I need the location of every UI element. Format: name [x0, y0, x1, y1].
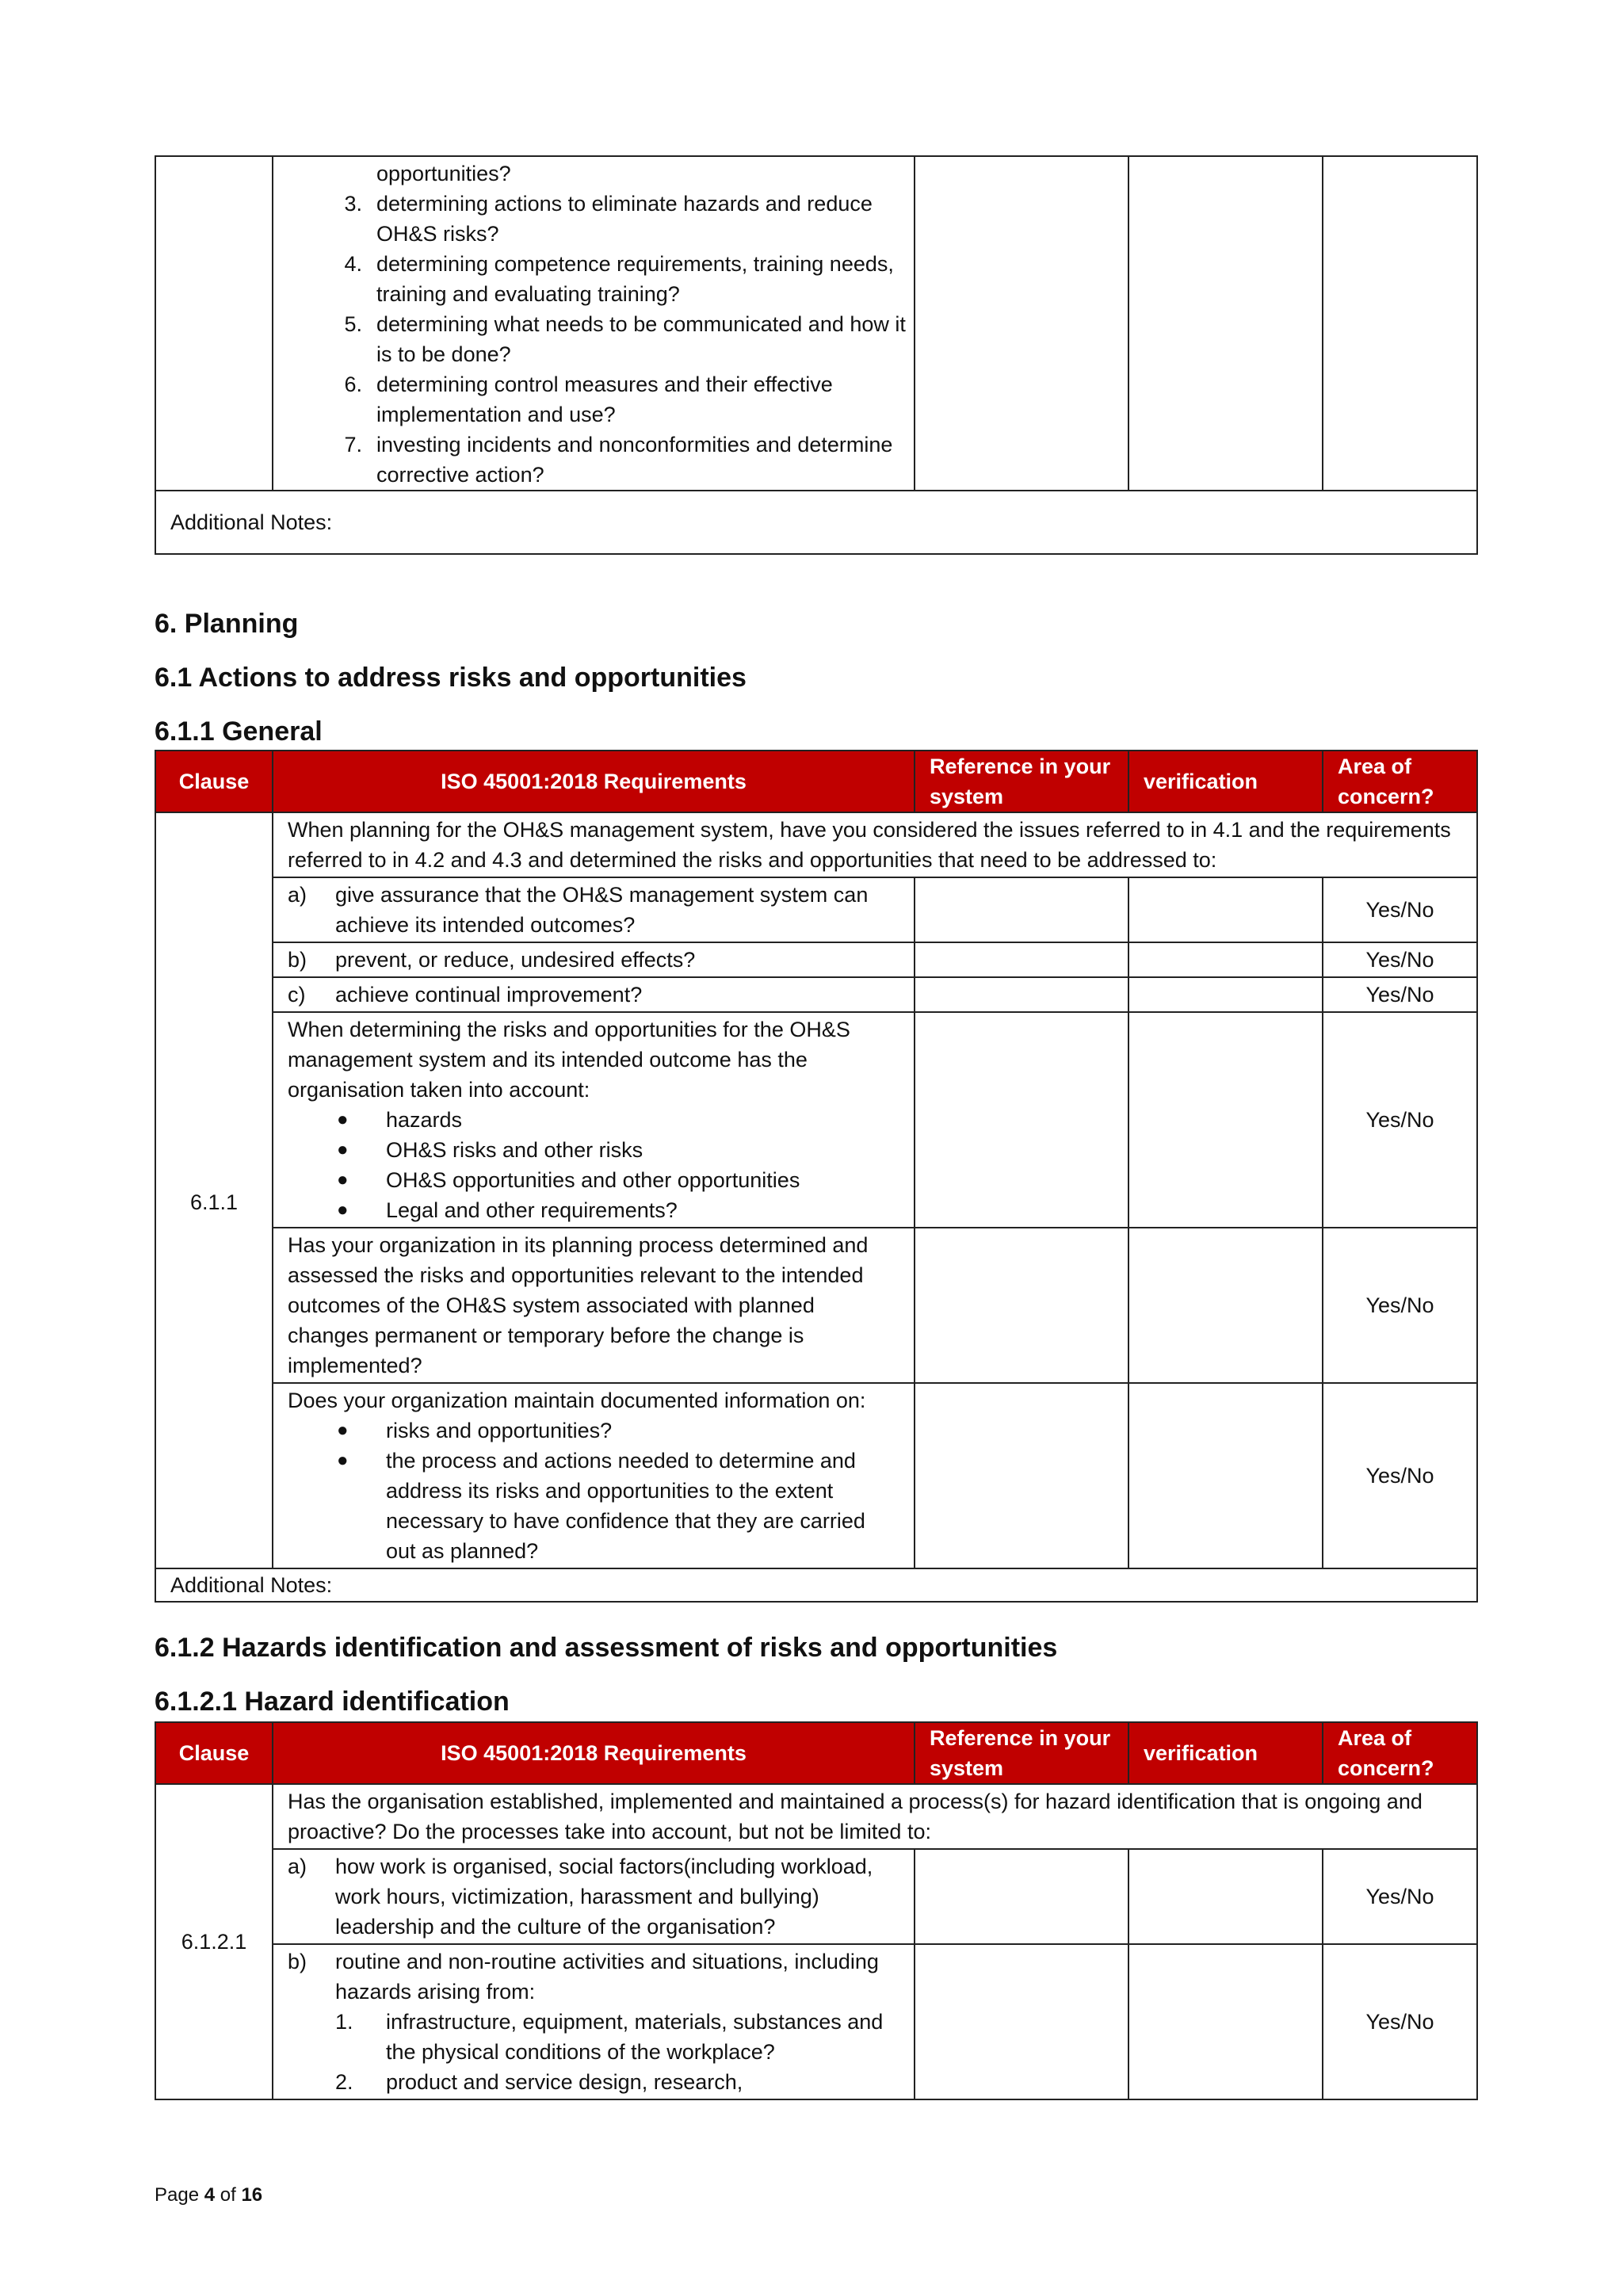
requirement-b: b) prevent, or reduce, undesired effects?: [273, 942, 915, 977]
verification-input-cell[interactable]: [1128, 877, 1323, 942]
concern-yes-no[interactable]: Yes/No: [1323, 1012, 1477, 1228]
header-verification: verification: [1128, 1722, 1323, 1784]
table-row: [155, 877, 1477, 942]
table-6-1-1-section: [155, 750, 1476, 1603]
intro-text: Has the organisation established, implemented and maintained a process(s) for hazard identification that is ongoing and proactive? Do the processes take into account, but not be limited to:: [273, 1784, 1477, 1849]
clause-cell: 6.1.1: [155, 812, 273, 1568]
table-header-row: [155, 751, 1477, 812]
concern-yes-no[interactable]: Yes/No: [1323, 977, 1477, 1012]
concern-yes-no[interactable]: Yes/No: [1323, 1849, 1477, 1944]
list-item: 7. investing incidents and nonconformities and determine corrective action?: [344, 433, 893, 487]
table-row: [155, 942, 1477, 977]
verification-input-cell[interactable]: [1128, 1944, 1323, 2099]
section-heading-planning: 6. Planning: [155, 609, 299, 639]
list-item: 2. product and service design, research,: [335, 2070, 743, 2094]
clause-cell: [155, 156, 273, 491]
header-verification: verification: [1128, 751, 1323, 812]
header-concern: Area of concern?: [1323, 751, 1477, 812]
requirement-planned-changes: Has your organization in its planning process determined and assessed the risks and opportunities relevant to the intended outcomes of the OH&S system associated with planned changes permanent or temporary before the change is implemented?: [273, 1228, 915, 1383]
verification-input-cell[interactable]: [1128, 1849, 1323, 1944]
header-concern: Area of concern?: [1323, 1722, 1477, 1784]
list-item: 4. determining competence requirements, training needs, training and evaluating training?: [344, 252, 894, 306]
list-item: ● Legal and other requirements?: [337, 1198, 678, 1222]
table-row: [155, 1944, 1477, 2099]
continued-table: [155, 155, 1478, 555]
reference-input-cell[interactable]: [915, 977, 1128, 1012]
table-row: [155, 1012, 1477, 1228]
verification-input-cell[interactable]: [1128, 1228, 1323, 1383]
reference-input-cell[interactable]: [915, 1012, 1128, 1228]
intro-text: When planning for the OH&S management system, have you considered the issues referred to in 4.1 and the requirements referred to in 4.2 and 4.3 and determined the risks and opportunities that need to be addressed to:: [273, 812, 1477, 877]
list-item: ● risks and opportunities?: [337, 1419, 613, 1442]
list-item: ● hazards: [337, 1108, 463, 1132]
requirement-b: b) routine and non-routine activities and situations, including hazards arising from: 1. infrastructure, equipment, materials, substances and the physical conditions of the workplace? 2. product and service design, research,: [273, 1944, 915, 2099]
header-reference: Reference in your system: [915, 1722, 1128, 1784]
section-heading-6-1-2-1: 6.1.2.1 Hazard identification: [155, 1687, 510, 1717]
reference-input-cell[interactable]: [915, 1383, 1128, 1568]
table-6-1-2-1: [155, 1721, 1478, 2100]
concern-cell[interactable]: [1323, 156, 1477, 491]
table-row: [155, 812, 1477, 877]
header-clause: Clause: [155, 751, 273, 812]
verification-input-cell[interactable]: [1128, 1383, 1323, 1568]
concern-yes-no[interactable]: Yes/No: [1323, 942, 1477, 977]
reference-input-cell[interactable]: [915, 1228, 1128, 1383]
reference-input-cell[interactable]: [915, 877, 1128, 942]
header-requirements: ISO 45001:2018 Requirements: [273, 751, 915, 812]
page-total: 16: [241, 2184, 263, 2206]
table-row: [155, 1383, 1477, 1568]
concern-yes-no[interactable]: Yes/No: [1323, 1944, 1477, 2099]
reference-input-cell[interactable]: [915, 1944, 1128, 2099]
verification-input-cell[interactable]: [1128, 977, 1323, 1012]
requirement-risks-opportunities: When determining the risks and opportunities for the OH&S management system and its intended outcome has the organisation taken into account: ● hazards ● OH&S risks and other risks ● OH&S opportunities and other opportunities ● Legal and other requirements?: [273, 1012, 915, 1228]
notes-row: [155, 1568, 1477, 1602]
verification-input-cell[interactable]: [1128, 1012, 1323, 1228]
requirements-cell: [273, 156, 915, 491]
section-heading-6-1: 6.1 Actions to address risks and opportunities: [155, 663, 747, 693]
list-item: 3. determining actions to eliminate hazards and reduce OH&S risks?: [344, 192, 873, 246]
table-6-1-1: [155, 750, 1478, 1603]
additional-notes[interactable]: Additional Notes:: [155, 491, 1477, 554]
requirement-documented-info: Does your organization maintain documented information on: ● risks and opportunities? ● the process and actions needed to determine and address its risks and opportunities to the extent necessary to have confidence that they are carried out as planned?: [273, 1383, 915, 1568]
table-row: [155, 1784, 1477, 1849]
header-clause: Clause: [155, 1722, 273, 1784]
continued-table-section: [155, 155, 1476, 555]
section-heading-6-1-2: 6.1.2 Hazards identification and assessment of risks and opportunities: [155, 1633, 1058, 1663]
page-number: 4: [204, 2184, 216, 2206]
list-item: ● OH&S risks and other risks: [337, 1138, 643, 1162]
requirement-c: c) achieve continual improvement?: [273, 977, 915, 1012]
list-item: 5. determining what needs to be communicated and how it is to be done?: [344, 312, 906, 366]
list-item: 6. determining control measures and their effective implementation and use?: [344, 372, 833, 426]
additional-notes[interactable]: Additional Notes:: [155, 1568, 1477, 1602]
table-row: [155, 1849, 1477, 1944]
reference-input-cell[interactable]: [915, 1849, 1128, 1944]
requirement-a: a) give assurance that the OH&S management system can achieve its intended outcomes?: [273, 877, 915, 942]
concern-yes-no[interactable]: Yes/No: [1323, 877, 1477, 942]
verification-input-cell[interactable]: [1128, 942, 1323, 977]
concern-yes-no[interactable]: Yes/No: [1323, 1228, 1477, 1383]
clause-cell: 6.1.2.1: [155, 1784, 273, 2099]
list-item: ● OH&S opportunities and other opportunities: [337, 1168, 800, 1192]
section-heading-6-1-1: 6.1.1 General: [155, 716, 323, 747]
list-item: opportunities?: [376, 162, 511, 185]
list-item: 1. infrastructure, equipment, materials, substances and the physical conditions of the workplace?: [335, 2010, 884, 2064]
requirement-a: a) how work is organised, social factors(including workload, work hours, victimization, harassment and bullying) leadership and the culture of the organisation?: [273, 1849, 915, 1944]
table-row: [155, 156, 1477, 491]
list-item: ● the process and actions needed to determine and address its risks and opportunities to the extent necessary to have confidence that they are carried out as planned?: [337, 1449, 865, 1563]
header-reference: Reference in your system: [915, 751, 1128, 812]
table-row: [155, 977, 1477, 1012]
table-6-1-2-1-section: [155, 1721, 1476, 2100]
concern-yes-no[interactable]: Yes/No: [1323, 1383, 1477, 1568]
table-row: [155, 1228, 1477, 1383]
table-header-row: [155, 1722, 1477, 1784]
verification-input-cell[interactable]: [1128, 156, 1323, 491]
reference-input-cell[interactable]: [915, 942, 1128, 977]
notes-row: [155, 491, 1477, 554]
reference-input-cell[interactable]: [915, 156, 1128, 491]
page-footer: Page 4 of 16: [155, 2184, 263, 2206]
header-requirements: ISO 45001:2018 Requirements: [273, 1722, 915, 1784]
